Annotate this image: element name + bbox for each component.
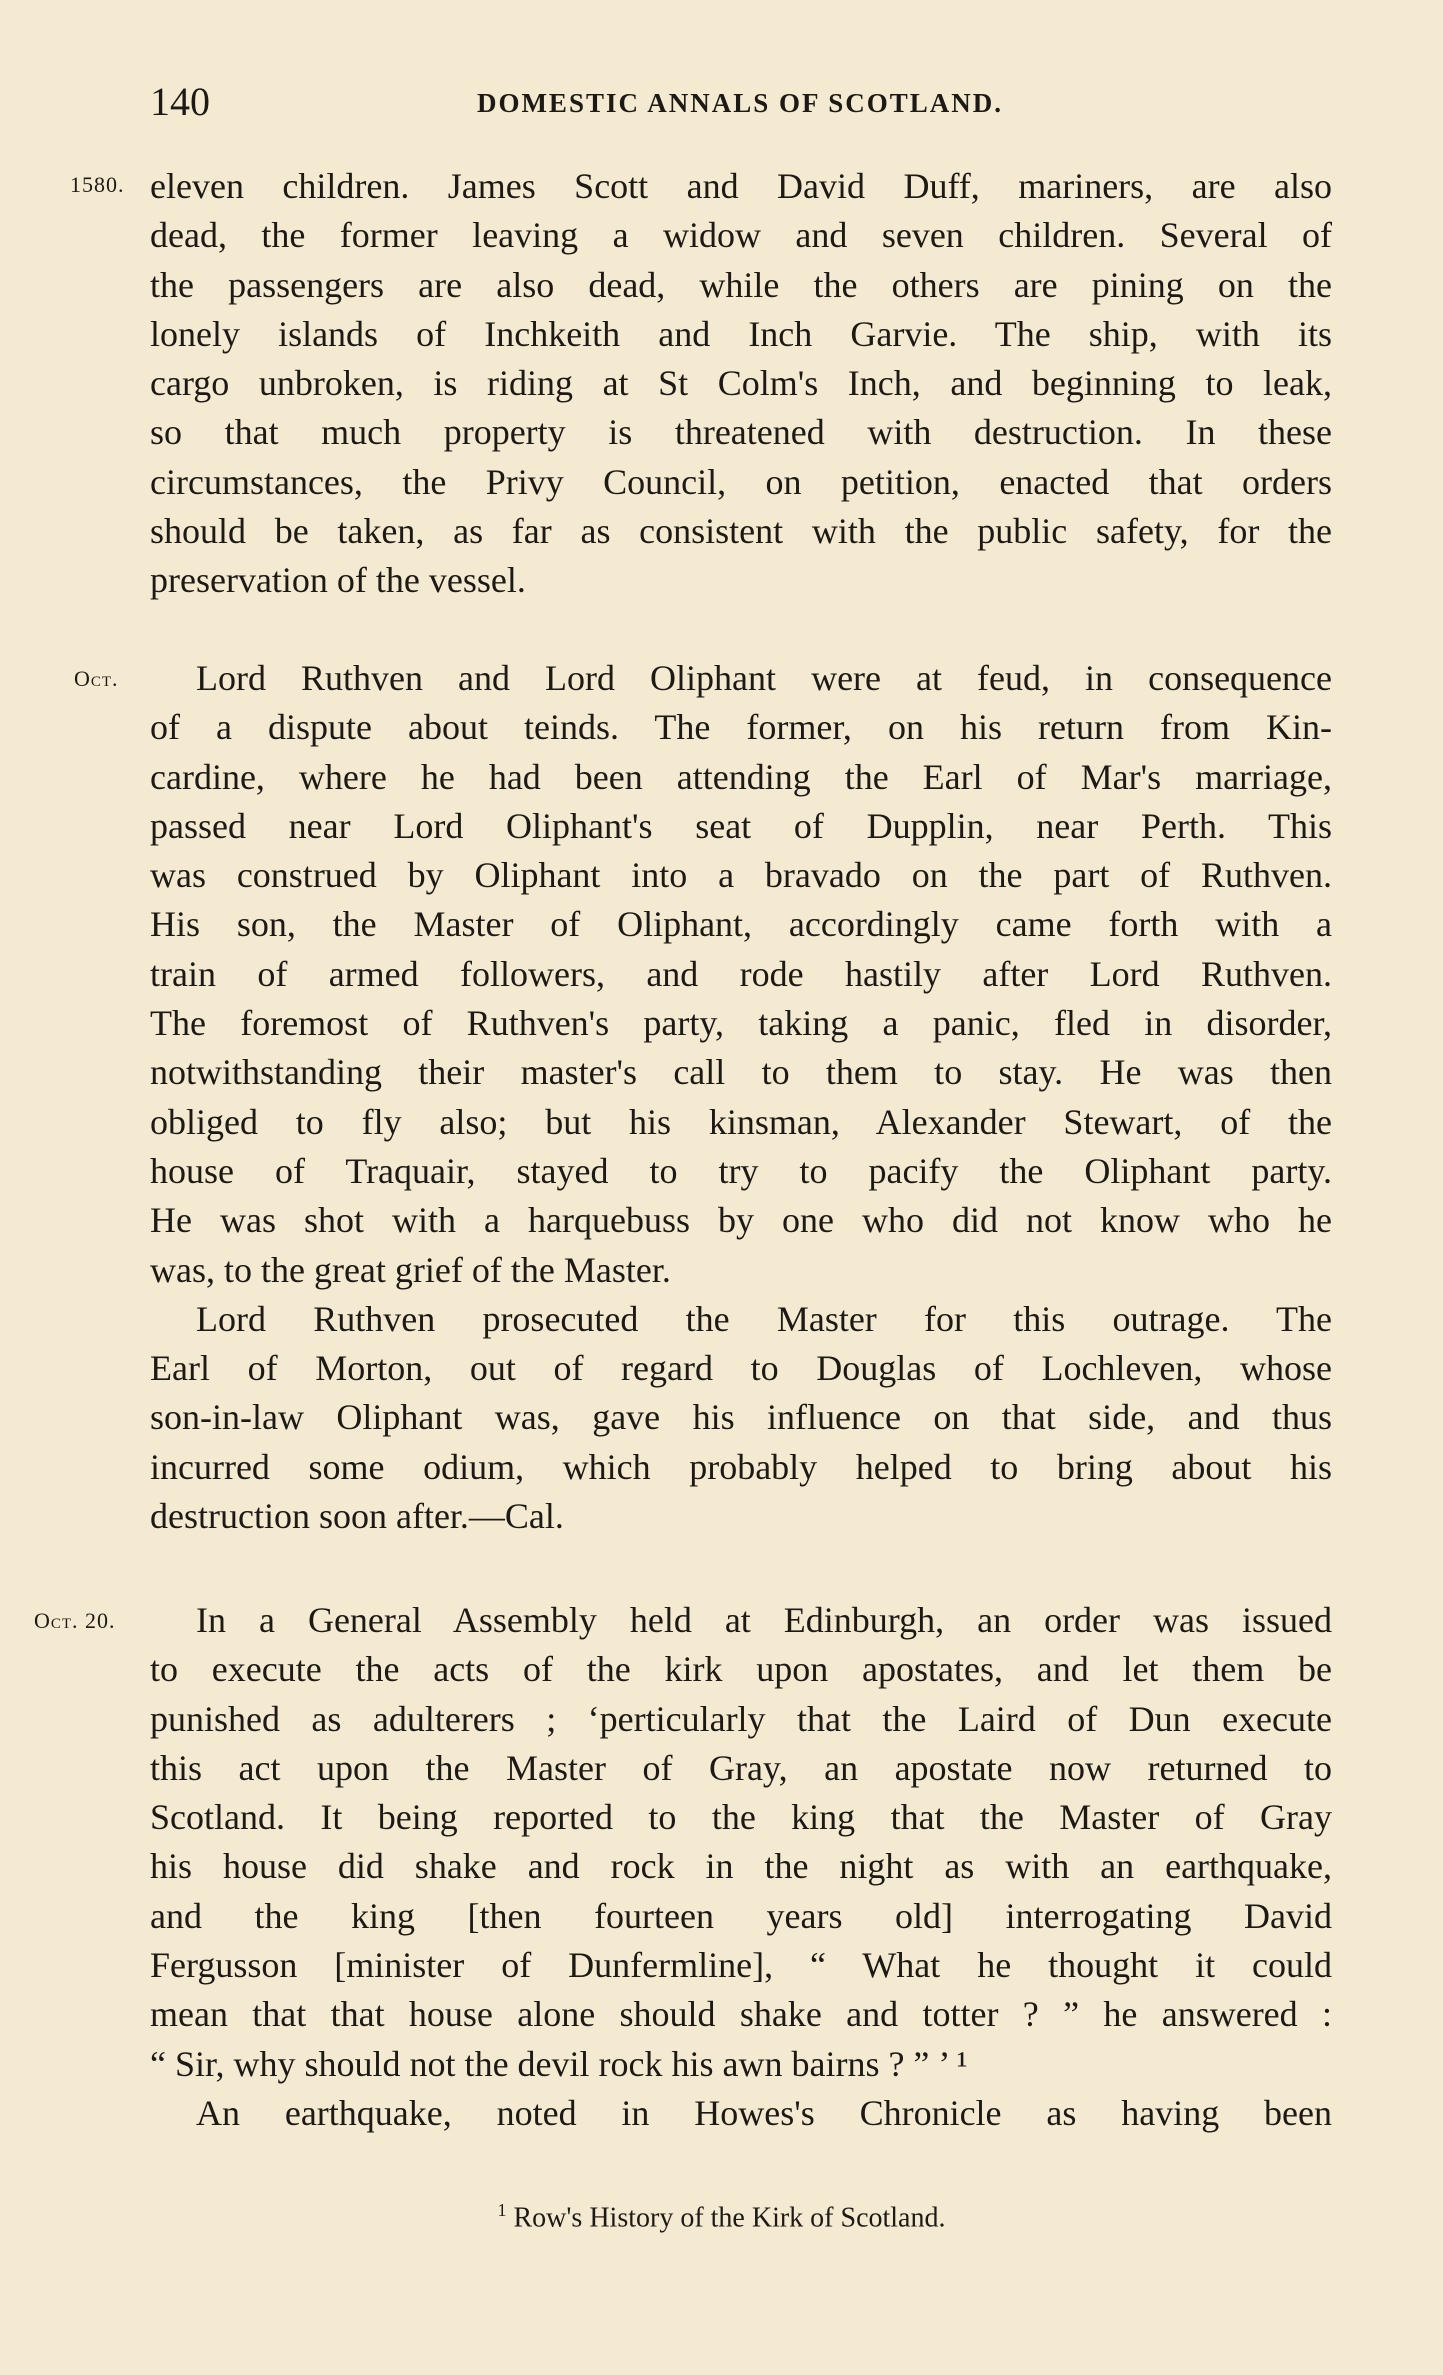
text-line: “ Sir, why should not the devil rock his awn bairns ? ” ’ ¹ <box>150 2043 968 2084</box>
text-line: Scotland. It being reported to the king that the Master of Gray <box>150 1797 1332 1838</box>
text-line: The foremost of Ruthven's party, taking a panic, fled in disorder, <box>150 1003 1332 1044</box>
text-line: An earthquake, noted in Howes's Chronicle as having been <box>196 2092 1332 2133</box>
paragraph-ruthven <box>150 654 1332 1541</box>
text-line: punished as adulterers ; ‘perticularly that the Laird of Dun execute <box>150 1698 1332 1739</box>
text-line: was, to the great grief of the Master. <box>150 1249 671 1290</box>
text-line: should be taken, as far as consistent with the public safety, for the <box>150 511 1332 552</box>
text-line: His son, the Master of Oliphant, accordingly came forth with a <box>150 904 1332 945</box>
text-line: cargo unbroken, is riding at St Colm's Inch, and beginning to leak, <box>150 363 1332 404</box>
margin-date-1580: 1580. <box>70 172 125 197</box>
text-line: circumstances, the Privy Council, on petition, enacted that orders <box>150 461 1332 502</box>
text-line: his house did shake and rock in the night as with an earthquake, <box>150 1846 1332 1887</box>
text-line: passed near Lord Oliphant's seat of Dupplin, near Perth. This <box>150 805 1332 846</box>
paragraph-ship <box>150 162 1332 606</box>
text-line: this act upon the Master of Gray, an apostate now returned to <box>150 1747 1332 1788</box>
text-line: notwithstanding their master's call to them to stay. He was then <box>150 1052 1332 1093</box>
margin-date-oct-20: Oct. 20. <box>34 1608 116 1633</box>
text-line: was construed by Oliphant into a bravado on the part of Ruthven. <box>150 855 1332 896</box>
text-line: of a dispute about teinds. The former, on his return from Kin- <box>150 707 1332 748</box>
text-line: mean that that house alone should shake and totter ? ” he answered : <box>150 1994 1332 2035</box>
footnote <box>0 2200 1443 2234</box>
paragraph-assembly <box>150 1596 1332 2138</box>
text-line: so that much property is threatened with destruction. In these <box>150 412 1332 453</box>
text-line: cardine, where he had been attending the Earl of Mar's marriage, <box>150 756 1332 797</box>
page-number: 140 <box>150 79 210 124</box>
text-line: Lord Ruthven prosecuted the Master for this outrage. The <box>196 1298 1332 1339</box>
text-line: the passengers are also dead, while the others are pining on the <box>150 264 1332 305</box>
footnote-text: Row's History of the Kirk of Scotland. <box>513 2202 946 2234</box>
footnote-marker: 1 <box>497 2200 507 2220</box>
text-line: train of armed followers, and rode hastily after Lord Ruthven. <box>150 953 1332 994</box>
text-line: In a General Assembly held at Edinburgh, an order was issued <box>196 1600 1332 1640</box>
text-line: incurred some odium, which probably helped to bring about his <box>150 1446 1332 1487</box>
page-header <box>150 78 1330 138</box>
text-line: house of Traquair, stayed to try to pacify the Oliphant party. <box>150 1150 1332 1191</box>
text-line: Earl of Morton, out of regard to Douglas of Lochleven, whose <box>150 1348 1332 1389</box>
text-line: destruction soon after.—Cal. <box>150 1496 564 1537</box>
text-line: Fergusson [minister of Dunfermline], “ What he thought it could <box>150 1945 1332 1986</box>
text-line: obliged to fly also; but his kinsman, Alexander Stewart, of the <box>150 1101 1332 1142</box>
text-line: Lord Ruthven and Lord Oliphant were at feud, in consequence <box>196 658 1332 698</box>
text-line: and the king [then fourteen years old] interrogating David <box>150 1895 1332 1936</box>
text-line: lonely islands of Inchkeith and Inch Garvie. The ship, with its <box>150 313 1332 354</box>
margin-date-oct: Oct. <box>74 666 119 691</box>
text-line: to execute the acts of the kirk upon apostates, and let them be <box>150 1649 1332 1690</box>
text-line: He was shot with a harquebuss by one who did not know who he <box>150 1200 1332 1241</box>
running-title: DOMESTIC ANNALS OF SCOTLAND. <box>476 88 1004 118</box>
text-line: preservation of the vessel. <box>150 560 526 601</box>
text-line: eleven children. James Scott and David Duff, mariners, are also <box>150 166 1332 206</box>
text-line: dead, the former leaving a widow and seven children. Several of <box>150 215 1332 256</box>
text-line: son-in-law Oliphant was, gave his influence on that side, and thus <box>150 1397 1332 1438</box>
